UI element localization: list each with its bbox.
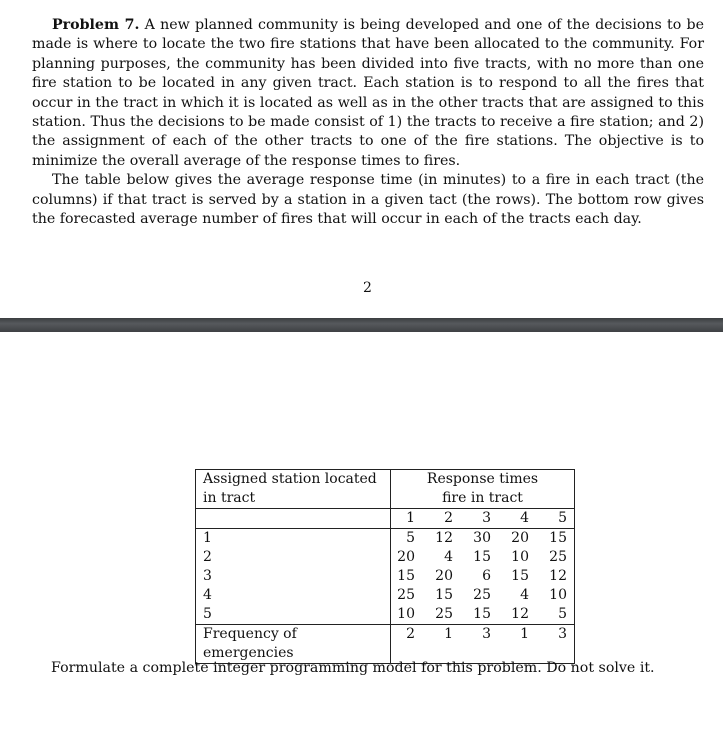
response-cell: 6 xyxy=(482,568,491,584)
frequency-cell: 3 xyxy=(460,625,498,664)
station-label: 5 xyxy=(196,605,391,625)
table-row xyxy=(196,529,575,549)
page-separator xyxy=(0,318,723,332)
table-row xyxy=(196,586,575,605)
response-cell: 15 xyxy=(397,568,415,584)
tract-header: 5 xyxy=(536,509,575,529)
problem-statement xyxy=(32,16,704,229)
frequency-cell: 1 xyxy=(422,625,460,664)
page-top xyxy=(0,0,723,318)
problem-heading: Problem 7. xyxy=(52,17,140,33)
response-cell: 10 xyxy=(536,586,575,605)
response-cell: 15 xyxy=(473,606,491,622)
frequency-label: Frequency of emergencies xyxy=(196,625,391,664)
empty-cell xyxy=(196,509,391,529)
response-cell: 4 xyxy=(444,549,453,565)
tract-header: 2 xyxy=(422,509,460,529)
frequency-row xyxy=(196,625,575,664)
response-time-table xyxy=(195,469,575,664)
instruction-text: Formulate a complete integer programming model for this problem. Do not solve it. xyxy=(51,660,655,676)
table-header-row xyxy=(196,470,575,490)
response-cell: 12 xyxy=(435,530,453,546)
response-cell: 15 xyxy=(435,587,453,603)
page-number: 2 xyxy=(363,280,372,296)
response-cell: 10 xyxy=(511,549,529,565)
response-cell: 15 xyxy=(511,568,529,584)
response-cell: 5 xyxy=(406,530,415,546)
response-cell: 20 xyxy=(435,568,453,584)
col-header-line1: Response times xyxy=(391,470,575,490)
response-cell: 12 xyxy=(536,567,575,586)
response-cell: 30 xyxy=(473,530,491,546)
response-cell: 20 xyxy=(511,530,529,546)
problem-text-1: A new planned community is being developed and one of the decisions to be made is where to locate the two fire stations that have been allocated to the community. For planning purposes, the community has been divided into five tracts, with no more than one fire station to be located in any given tract. Each station is to respond to all the fires that occur in the tract in which it is located as well as in the other tracts that are assigned to this station. Thus the decisions to be made consist of 1) the tracts to receive a fire station; and 2) the assignment of each of the other tracts to one of the fire stations. The objective is to minimize the overall average of the response times to fires. xyxy=(32,17,704,169)
row-header-line2: in tract xyxy=(196,489,391,509)
tract-number-row xyxy=(196,509,575,529)
table-row xyxy=(196,567,575,586)
response-cell: 25 xyxy=(536,548,575,567)
station-label: 4 xyxy=(196,586,391,605)
response-cell: 25 xyxy=(435,606,453,622)
station-label: 2 xyxy=(196,548,391,567)
frequency-cell: 2 xyxy=(391,625,423,664)
response-cell: 15 xyxy=(536,529,575,549)
tract-header: 4 xyxy=(498,509,536,529)
response-cell: 20 xyxy=(397,549,415,565)
response-cell: 25 xyxy=(397,587,415,603)
response-cell: 5 xyxy=(536,605,575,625)
frequency-cell: 1 xyxy=(498,625,536,664)
response-cell: 12 xyxy=(511,606,529,622)
table-row xyxy=(196,605,575,625)
station-label: 3 xyxy=(196,567,391,586)
response-cell: 4 xyxy=(520,587,529,603)
problem-paragraph-1 xyxy=(32,16,704,171)
frequency-cell: 3 xyxy=(536,625,575,664)
response-cell: 10 xyxy=(397,606,415,622)
row-header-line1: Assigned station located xyxy=(196,470,391,490)
station-label: 1 xyxy=(196,529,391,549)
col-header-line2: fire in tract xyxy=(391,489,575,509)
problem-paragraph-2: The table below gives the average response time (in minutes) to a fire in each tract (the columns) if that tract is served by a station in a given tact (the rows). The bottom row gives the forecasted average number of fires that will occur in each of the tracts each day. xyxy=(32,172,704,228)
tract-header: 3 xyxy=(460,509,498,529)
response-cell: 15 xyxy=(473,549,491,565)
table-header-row xyxy=(196,489,575,509)
response-cell: 25 xyxy=(473,587,491,603)
table-row xyxy=(196,548,575,567)
tract-header: 1 xyxy=(391,509,423,529)
